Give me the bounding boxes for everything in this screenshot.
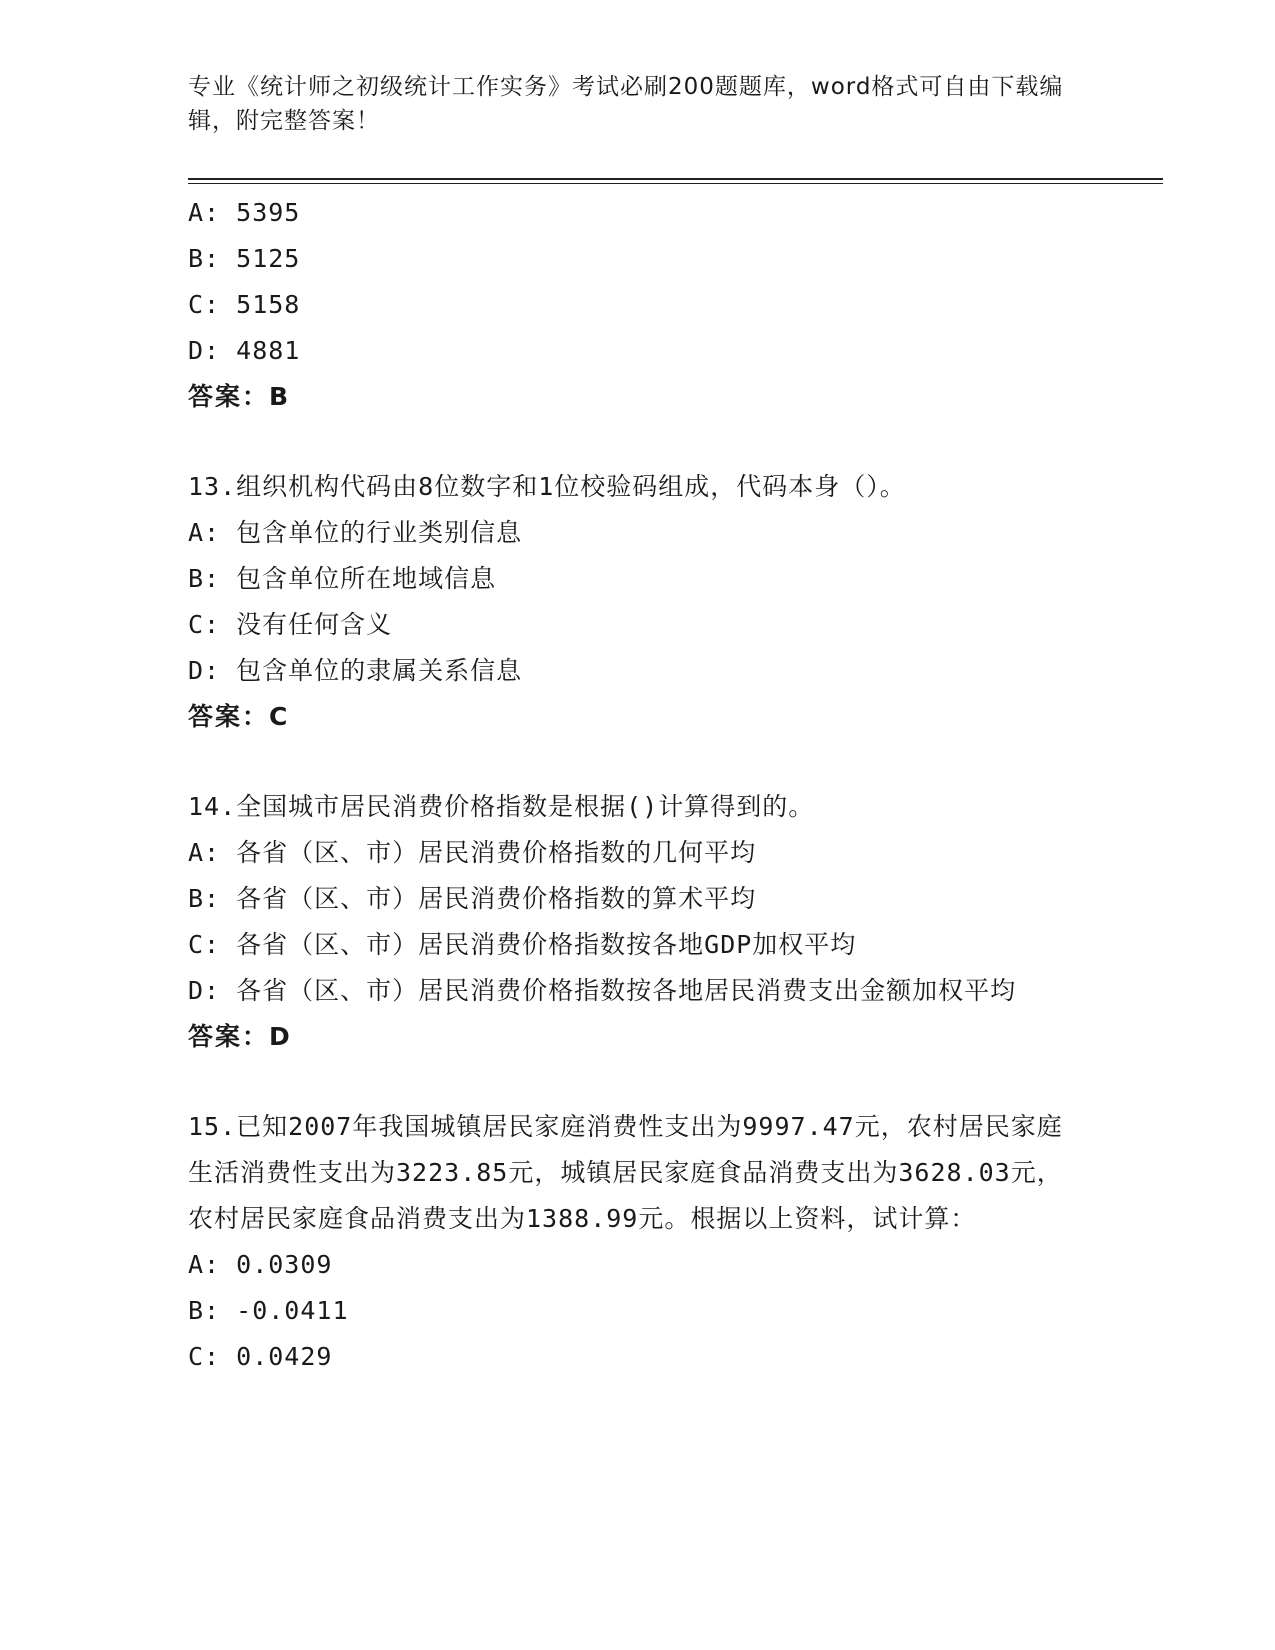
option-a: A: 包含单位的行业类别信息 xyxy=(188,518,523,547)
question-15-block xyxy=(188,1104,1088,1380)
question-stem: 13.组织机构代码由8位数字和1位校验码组成，代码本身（）。 xyxy=(188,472,906,501)
question-stem: 15.已知2007年我国城镇居民家庭消费性支出为9997.47元，农村居民家庭生活消费性支出为3223.85元，城镇居民家庭食品消费支出为3628.03元，农村居民家庭食品消费支出为1388.99元。根据以上资料，试计算： xyxy=(188,1112,1063,1233)
answer-line: 答案：C xyxy=(188,702,290,731)
header-divider-thick xyxy=(188,178,1163,180)
option-c: C: 0.0429 xyxy=(188,1342,333,1371)
option-a: A: 0.0309 xyxy=(188,1250,333,1279)
option-d: D: 各省（区、市）居民消费价格指数按各地居民消费支出金额加权平均 xyxy=(188,976,1017,1005)
option-c: C: 没有任何含义 xyxy=(188,610,393,639)
question-14-block xyxy=(188,784,1088,1060)
option-b: B: 包含单位所在地域信息 xyxy=(188,564,497,593)
option-b: B: 5125 xyxy=(188,244,301,273)
question-13-block xyxy=(188,464,1088,740)
option-b: B: -0.0411 xyxy=(188,1296,349,1325)
question-12-block xyxy=(188,190,1088,420)
option-a: A: 各省（区、市）居民消费价格指数的几何平均 xyxy=(188,838,757,867)
answer-line: 答案：B xyxy=(188,382,291,411)
option-c: C: 5158 xyxy=(188,290,301,319)
option-b: B: 各省（区、市）居民消费价格指数的算术平均 xyxy=(188,884,757,913)
question-list xyxy=(188,190,1088,1380)
option-a: A: 5395 xyxy=(188,198,301,227)
header-divider-thin xyxy=(188,183,1163,184)
option-d: D: 包含单位的隶属关系信息 xyxy=(188,656,523,685)
option-c: C: 各省（区、市）居民消费价格指数按各地GDP加权平均 xyxy=(188,930,857,959)
question-stem: 14.全国城市居民消费价格指数是根据()计算得到的。 xyxy=(188,792,815,821)
option-d: D: 4881 xyxy=(188,336,301,365)
answer-line: 答案：D xyxy=(188,1022,292,1051)
document-header: 专业《统计师之初级统计工作实务》考试必刷200题题库，word格式可自由下载编辑，附完整答案！ xyxy=(188,74,1064,134)
